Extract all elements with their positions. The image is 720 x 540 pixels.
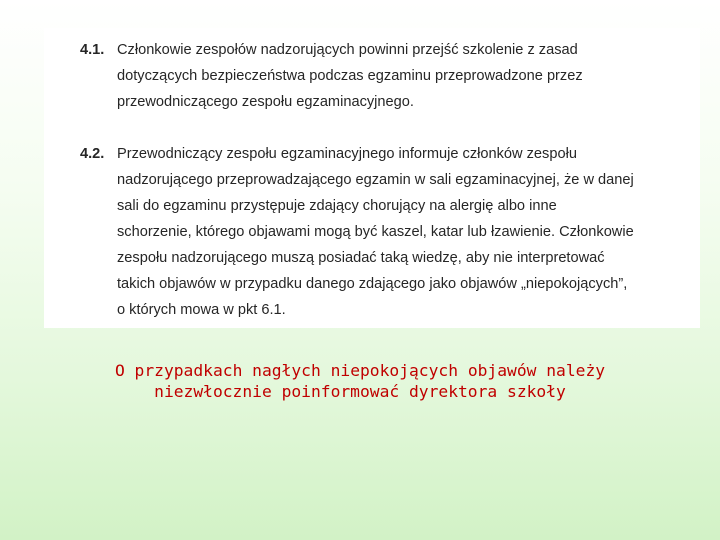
item-text-line: nadzorującego przeprowadzającego egzamin w sali egzaminacyjnej, że w danej (117, 172, 634, 188)
item-text-line: Przewodniczący zespołu egzaminacyjnego informuje członków zespołu (117, 146, 577, 162)
item-text-line: dotyczących bezpieczeństwa podczas egzaminu przeprowadzone przez (117, 68, 583, 84)
item-text-line: Członkowie zespołów nadzorujących powinni przejść szkolenie z zasad (117, 42, 578, 58)
notice-line: niezwłocznie poinformować dyrektora szkoły (154, 382, 566, 401)
item-text (117, 141, 687, 323)
item-number: 4.2. (80, 146, 105, 162)
item-text-line: takich objawów w przypadku danego zdającego jako objawów „niepokojących”, (117, 276, 628, 292)
document-excerpt (44, 28, 700, 328)
notice-line: O przypadkach nagłych niepokojących objawów należy (114, 361, 606, 380)
item-text-line: przewodniczącego zespołu egzaminacyjnego. (117, 94, 414, 110)
item-text-line: sali do egzaminu przystępuje zdający chorujący na alergię albo inne (117, 198, 557, 214)
item-text-line: schorzenie, którego objawami mogą być kaszel, katar lub łzawienie. Członkowie (117, 224, 634, 240)
item-number: 4.1. (80, 42, 105, 58)
alert-notice (0, 360, 720, 402)
item-text (117, 37, 687, 115)
item-text-line: zespołu nadzorującego muszą posiadać taką wiedzę, aby nie interpretować (117, 250, 605, 266)
item-text-line: o których mowa w pkt 6.1. (117, 302, 286, 318)
